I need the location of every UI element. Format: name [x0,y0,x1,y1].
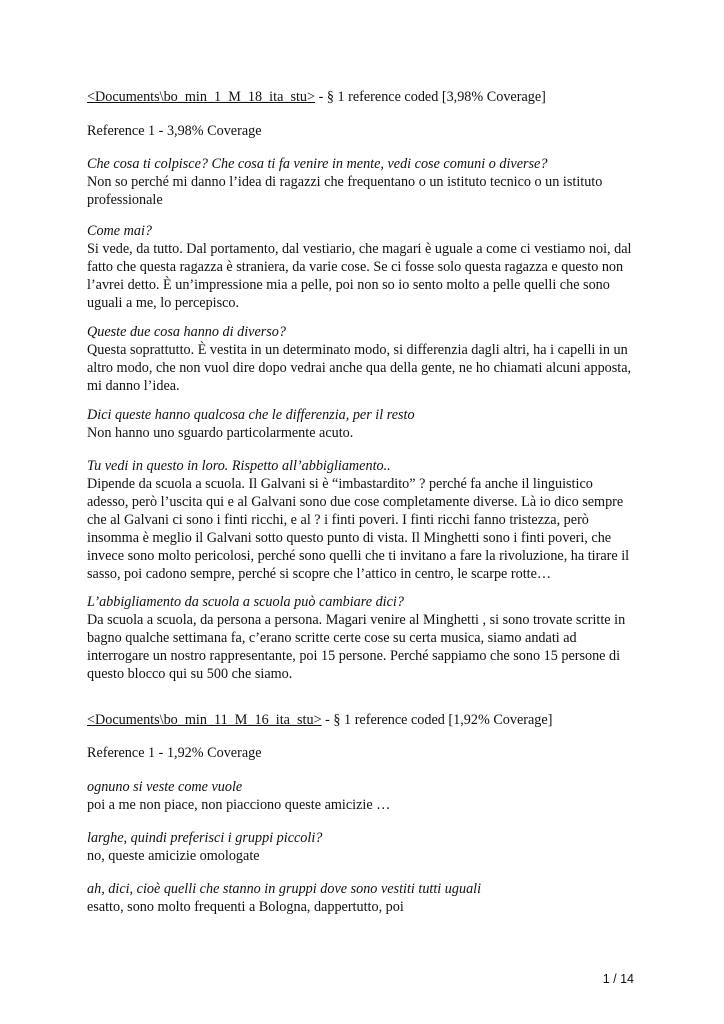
section-2-doc-link[interactable]: <Documents\bo_min_11_M_16_ita_stu> [87,712,322,728]
qa-block [87,323,647,395]
question: larghe, quindi preferisci i gruppi piccoli? [87,830,323,846]
answer-line: interrogare un nostro rappresentante, poi 15 persone. Perché sappiamo che sono 15 persone di [87,648,621,664]
answer-line: che al Galvani ci sono i finti ricchi, e al ? i finti poveri. I finti ricchi fanno tristezza, però [87,512,589,528]
answer-line: esatto, sono molto frequenti a Bologna, dappertutto, poi [87,899,404,915]
qa-block [87,406,647,442]
answer-line: adesso, però l’uscita qui e al Galvani sono due cose completamente diverse. Là io dico sempre [87,494,624,510]
section-2-header [87,711,647,729]
answer-line: Non hanno uno sguardo particolarmente acuto. [87,425,354,441]
qa-block [87,222,647,312]
answer-line: Dipende da scuola a scuola. Il Galvani si è “imbastardito” ? perché fa anche il linguistico [87,476,593,492]
answer-line: altro modo, che non vuol dire dopo vedrai anche qua della gente, ne ho chiamati alcuni apposta, [87,360,632,376]
answer-line: sasso, poi cadono sempre, perché si scopre che l’attico in centro, le scarpe rotte… [87,566,552,582]
qa-block [87,457,647,583]
question: L’abbigliamento da scuola a scuola può cambiare dici? [87,594,404,610]
question: ah, dici, cioè quelli che stanno in gruppi dove sono vestiti tutti uguali [87,881,482,897]
qa-block [87,880,647,916]
answer-line: Da scuola a scuola, da persona a persona. Magari venire al Minghetti , si sono trovate scritte in [87,612,626,628]
question: Come mai? [87,223,153,239]
question: Tu vedi in questo in loro. Rispetto all’abbigliamento.. [87,458,391,474]
page-number: 1 / 14 [602,972,634,986]
answer-line: no, queste amicizie omologate [87,848,260,864]
answer-line: mi danno l’idea. [87,378,180,394]
question: Queste due cosa hanno di diverso? [87,324,286,340]
section-2-reference: Reference 1 - 1,92% Coverage [87,745,262,761]
section-1-doc-link[interactable]: <Documents\bo_min_1_M_18_ita_stu> [87,89,316,105]
qa-block [87,593,647,683]
section-1-coverage: - § 1 reference coded [3,98% Coverage] [315,89,546,105]
answer-line: insomma è meglio il Galvani sotto questo punto di vista. Il Minghetti sono i finti poveri, che [87,530,612,546]
answer-line: Non so perché mi danno l’idea di ragazzi che frequentano o un istituto tecnico o un istituto [87,174,603,190]
answer-line: bagno qualche settimana fa, c’erano scritte certe cose su certa musica, siamo andati ad [87,630,577,646]
qa-block [87,829,647,865]
qa-block [87,155,647,209]
qa-block [87,778,647,814]
answer-line: uguali a me, lo percepisco. [87,295,240,311]
answer-line: professionale [87,192,163,208]
section-1-reference: Reference 1 - 3,98% Coverage [87,123,262,139]
section-1-header [87,88,647,106]
answer-line: l’avrei detto. È un’impressione mia a pelle, poi non so io sento molto a pelle quelli che sono [87,277,610,293]
question: Dici queste hanno qualcosa che le differenzia, per il resto [87,407,415,423]
question: Che cosa ti colpisce? Che cosa ti fa venire in mente, vedi cose comuni o diverse? [87,156,548,172]
answer-line: poi a me non piace, non piacciono queste amicizie … [87,797,391,813]
answer-line: invece sono molto pericolosi, perché sono quelli che ti invitano a fare la rivoluzione, ha tirare il [87,548,630,564]
answer-line: questo blocco qui su 500 che siamo. [87,666,293,682]
answer-line: Si vede, da tutto. Dal portamento, dal vestiario, che magari è uguale a come ci vestiamo noi, dal [87,241,632,257]
section-2-coverage: - § 1 reference coded [1,92% Coverage] [321,712,553,728]
question: ognuno si veste come vuole [87,779,243,795]
answer-line: Questa soprattutto. È vestita in un determinato modo, si differenzia dagli altri, ha i capelli in un [87,342,628,358]
answer-line: fatto che questa ragazza è straniera, da varie cose. Se ci fosse solo questa ragazza e questo non [87,259,624,275]
